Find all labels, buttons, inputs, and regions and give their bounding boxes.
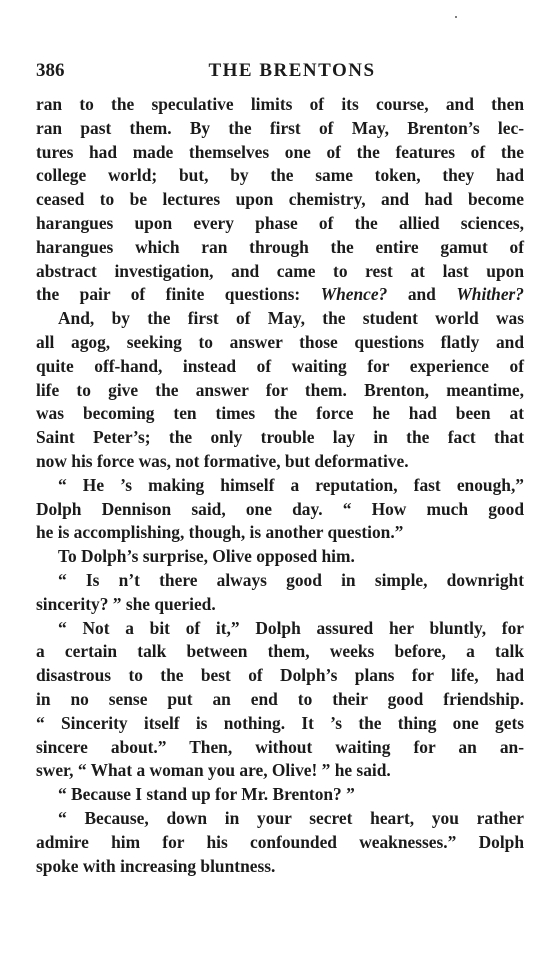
text-line: quite off-hand, instead of waiting for experience of (36, 355, 524, 376)
text-line: ran past them. By the first of May, Brenton’s lec- (36, 117, 524, 138)
text-line: abstract investigation, and came to rest at last upon (36, 260, 524, 281)
text-line: college world; but, by the same token, they had (36, 165, 524, 186)
text-line: ran to the speculative limits of its course, and then (36, 94, 524, 114)
text-line: Dolph Dennison said, one day. “ How much good (36, 498, 524, 519)
text-line: now his force was, not formative, but deformative. (36, 450, 409, 471)
italic-word-whither: Whither? (456, 284, 524, 305)
text-line: harangues upon every phase of the allied sciences, (36, 212, 524, 233)
page-header (36, 60, 526, 84)
paragraph-start-line: “ Not a bit of it,” Dolph assured her bluntly, for (58, 617, 524, 638)
paragraph-start-line: “ He ’s making himself a reputation, fast enough,” (58, 474, 524, 495)
text-line: in no sense put an end to their good friendship. (36, 688, 524, 709)
paragraph-start-line: “ Is n’t there always good in simple, downright (58, 569, 524, 590)
paragraph-start-line: “ Because, down in your secret heart, you rather (58, 807, 524, 828)
paragraph-start-line: “ Because I stand up for Mr. Brenton? ” (58, 784, 355, 805)
text-line: disastrous to the best of Dolph’s plans for life, had (36, 665, 524, 686)
text-line: tures had made themselves one of the features of the (36, 141, 524, 162)
italic-word-whence: Whence? (320, 284, 388, 305)
text-line: spoke with increasing bluntness. (36, 855, 276, 876)
text-line: all agog, seeking to answer those questions flatly and (36, 331, 524, 352)
text-line: sincerity? ” she queried. (36, 593, 216, 614)
text-line: admire him for his confounded weaknesses.” Dolph (36, 831, 524, 852)
text-line: sincere about.” Then, without waiting for an an- (36, 736, 524, 757)
text-fragment: the pair of finite questions: (36, 284, 301, 305)
paragraph-start-line: To Dolph’s surprise, Olive opposed him. (58, 546, 355, 567)
text-line: he is accomplishing, though, is another question.” (36, 522, 404, 543)
text-line: “ Sincerity itself is nothing. It ’s the thing one gets (36, 712, 524, 733)
page-number: 386 (36, 60, 65, 81)
text-fragment: and (407, 284, 436, 305)
text-line: ceased to be lectures upon chemistry, and had become (36, 189, 524, 210)
text-line: Saint Peter’s; the only trouble lay in the fact that (36, 427, 524, 448)
text-line: harangues which ran through the entire gamut of (36, 236, 524, 257)
text-line: life to give the answer for them. Brenton, meantime, (36, 379, 524, 400)
paragraph-start-line: And, by the first of May, the student world was (58, 308, 524, 329)
body-text (36, 93, 524, 878)
text-line: a certain talk between them, weeks before, a talk (36, 641, 524, 662)
print-speck (455, 16, 457, 18)
text-line-with-questions (36, 283, 524, 307)
running-title: THE BRENTONS (208, 60, 376, 81)
text-line: was becoming ten times the force he had been at (36, 403, 524, 424)
text-line: swer, “ What a woman you are, Olive! ” he said. (36, 760, 391, 781)
